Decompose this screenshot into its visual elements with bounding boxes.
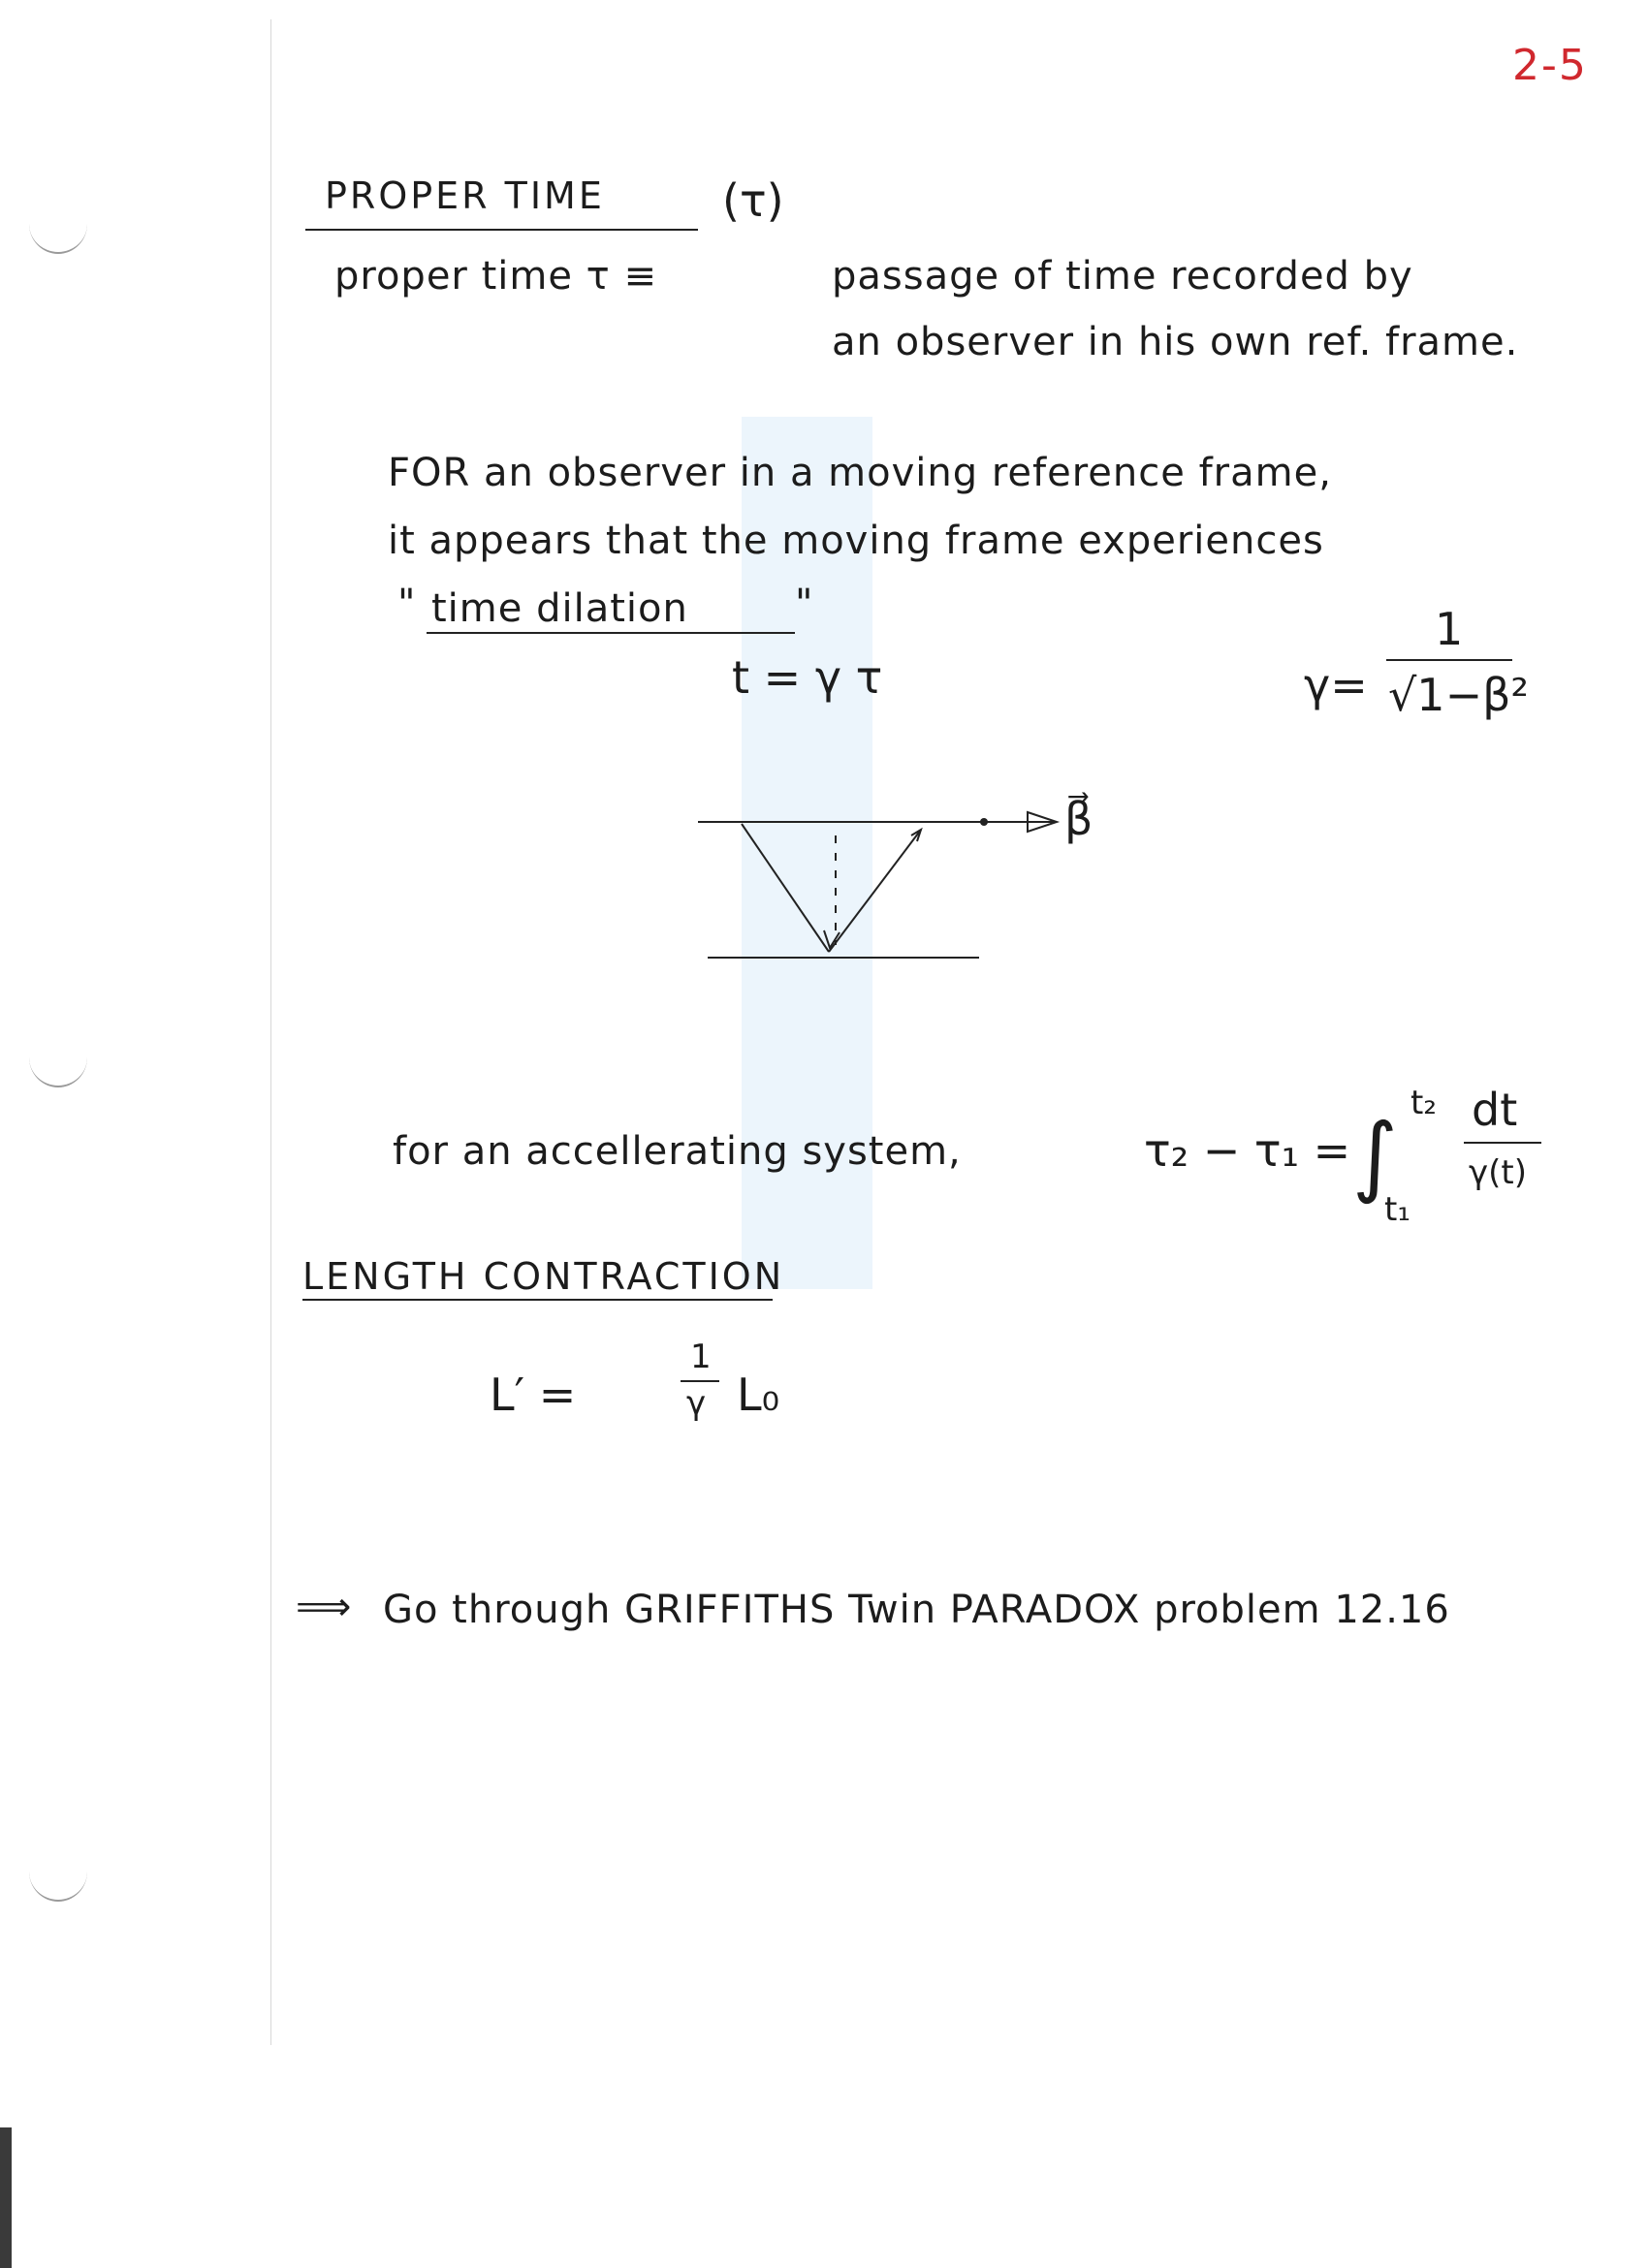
integrand-denominator: γ(t) bbox=[1469, 1153, 1527, 1192]
definition-label: proper time τ ≡ bbox=[334, 254, 657, 299]
length-fraction-numerator: 1 bbox=[690, 1338, 712, 1376]
definition-line-1: passage of time recorded by bbox=[832, 254, 1413, 299]
length-lhs: L′ = bbox=[490, 1369, 577, 1421]
proper-time-difference: τ₂ − τ₁ = bbox=[1144, 1124, 1351, 1177]
proper-time-heading: PROPER TIME bbox=[325, 174, 605, 217]
gamma-lhs: γ= bbox=[1304, 659, 1368, 711]
integrand-fraction-bar bbox=[1464, 1142, 1541, 1144]
length-fraction-denominator: γ bbox=[686, 1384, 707, 1423]
gamma-denominator: √1−β² bbox=[1388, 669, 1529, 721]
gamma-numerator: 1 bbox=[1435, 603, 1464, 655]
heading-underline bbox=[302, 1299, 773, 1301]
note-arrow-icon: ⟹ bbox=[296, 1585, 353, 1629]
velocity-label: β⃗ bbox=[1064, 793, 1093, 845]
integral-upper-limit: t₂ bbox=[1410, 1084, 1437, 1122]
quote-open: " bbox=[397, 582, 417, 626]
length-rhs: L₀ bbox=[737, 1369, 780, 1421]
integral-sign: ∫ bbox=[1352, 1105, 1398, 1207]
proper-time-symbol: (τ) bbox=[722, 174, 784, 227]
time-dilation-phrase: time dilation bbox=[431, 586, 688, 631]
integral-lower-limit: t₁ bbox=[1384, 1190, 1410, 1229]
quote-close: " bbox=[795, 582, 814, 626]
length-fraction-bar bbox=[681, 1380, 719, 1382]
page-number: 2-5 bbox=[1512, 41, 1588, 90]
length-contraction-heading: LENGTH CONTRACTION bbox=[302, 1255, 785, 1298]
griffiths-note: Go through GRIFFITHS Twin PARADOX problem 12.16 bbox=[383, 1588, 1450, 1632]
integrand-numerator: dt bbox=[1472, 1084, 1518, 1136]
moving-frame-line-2: it appears that the moving frame experiences bbox=[388, 519, 1324, 563]
definition-line-2: an observer in his own ref. frame. bbox=[832, 320, 1519, 364]
accelerating-text: for an accellerating system, bbox=[393, 1129, 962, 1174]
moving-frame-line-1: FOR an observer in a moving reference frame, bbox=[388, 451, 1332, 495]
time-dilation-equation: t = γ τ bbox=[732, 651, 883, 704]
